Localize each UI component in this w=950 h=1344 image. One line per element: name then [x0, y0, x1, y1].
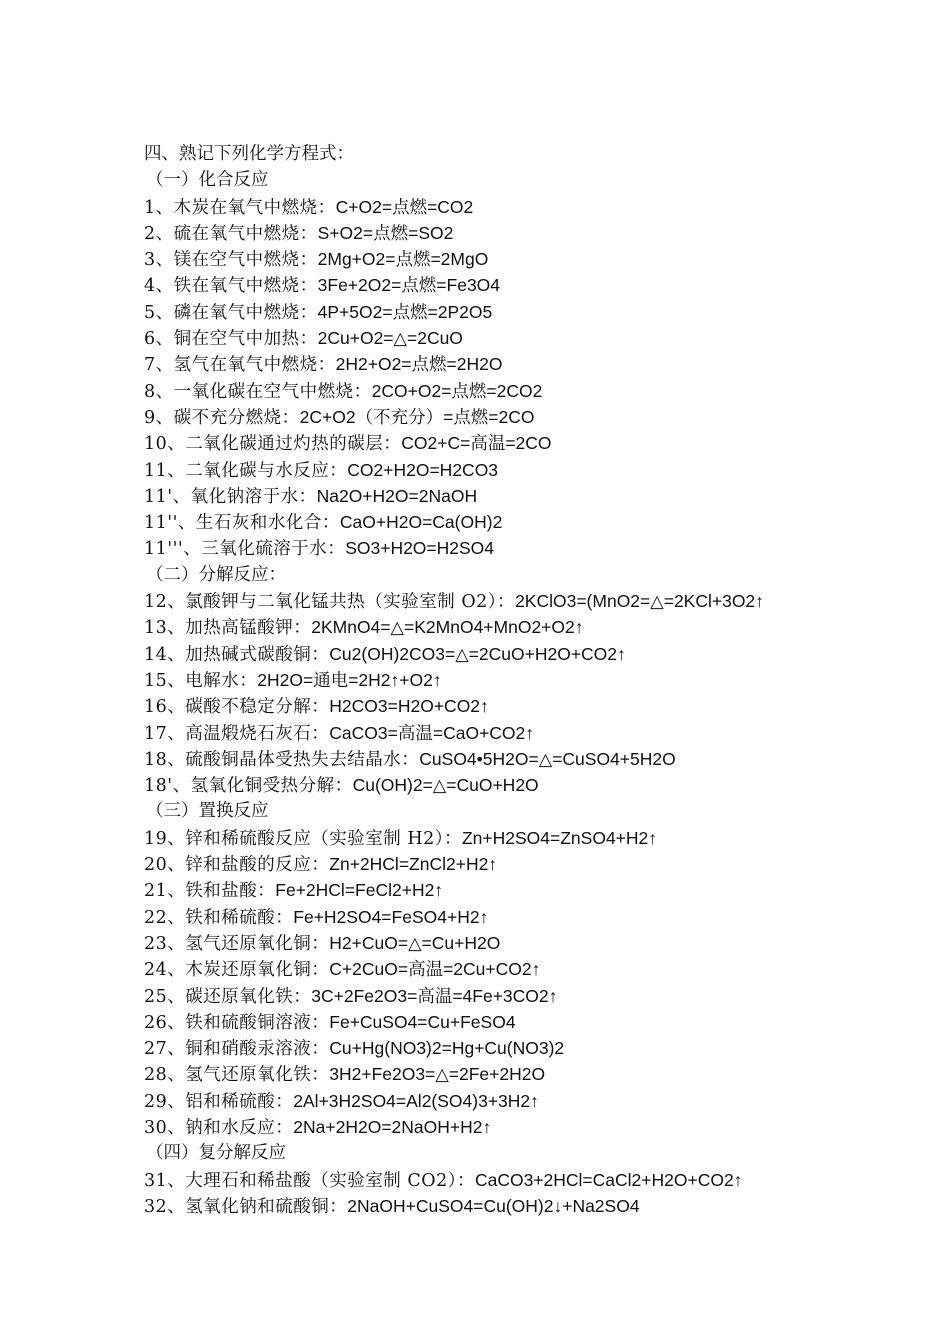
- chemical-equation: CaO+H2O=Ca(OH)2: [339, 512, 503, 533]
- reaction-label: 14、加热碱式碳酸铜：: [144, 644, 330, 665]
- reaction-label: 1、木炭在氧气中燃烧：: [144, 197, 336, 218]
- chemical-equation: CaCO3=高温=CaO+CO2↑: [329, 722, 535, 743]
- reaction-label: 18'、氢氧化铜受热分解：: [144, 776, 353, 797]
- reaction-label: 11'、氧化钠溶于水：: [144, 486, 317, 507]
- reaction-label: 22、铁和稀硫酸：: [144, 907, 294, 928]
- reaction-label: 10、二氧化碳通过灼热的碳层：: [144, 434, 402, 455]
- reaction-label: 16、碳酸不稳定分解：: [144, 697, 330, 718]
- equation-line: [144, 1088, 934, 1114]
- reaction-label: 2、硫在氧气中燃烧：: [144, 223, 318, 244]
- reaction-label: 5、磷在氧气中燃烧：: [144, 302, 318, 323]
- chemical-equation: Cu+Hg(NO3)2=Hg+Cu(NO3)2: [329, 1038, 565, 1059]
- equation-line: [144, 772, 934, 798]
- equation-line: [144, 641, 934, 667]
- equation-line: [144, 693, 934, 719]
- equation-line: [144, 1114, 934, 1140]
- reaction-label: 26、铁和硫酸铜溶液：: [144, 1012, 330, 1033]
- chemical-equation: 2KMnO4=△=K2MnO4+MnO2+O2↑: [311, 617, 584, 638]
- chemical-equation: CO2+C=高温=2CO: [401, 433, 552, 454]
- equation-line: [144, 1009, 934, 1035]
- chemical-equation: 2Cu+O2=△=2CuO: [317, 328, 463, 349]
- equation-line: [144, 246, 934, 272]
- reaction-label: 25、碳还原氧化铁：: [144, 986, 312, 1007]
- chemical-equation: Fe+H2SO4=FeSO4+H2↑: [293, 906, 489, 927]
- equation-line: [144, 851, 934, 877]
- reaction-label: 29、铝和稀硫酸：: [144, 1091, 294, 1112]
- equation-line: [144, 983, 934, 1009]
- reaction-label: 23、氢气还原氧化铜：: [144, 933, 330, 954]
- chemical-equation: 2H2O=通电=2H2↑+O2↑: [257, 669, 442, 690]
- reaction-label: 17、高温煅烧石灰石：: [144, 723, 330, 744]
- chemical-equation: 3H2+Fe2O3=△=2Fe+2H2O: [329, 1064, 546, 1085]
- chemical-equation: 2CO+O2=点燃=2CO2: [371, 380, 543, 401]
- reaction-label: 28、氢气还原氧化铁：: [144, 1065, 330, 1086]
- reaction-label: 15、电解水：: [144, 670, 258, 691]
- equation-line: [144, 930, 934, 956]
- equation-line: [144, 378, 934, 404]
- equation-line: [144, 404, 934, 430]
- equation-line: [144, 325, 934, 351]
- equation-line: [144, 299, 934, 325]
- chemical-equation: C+O2=点燃=CO2: [335, 196, 474, 217]
- chemical-equation: Cu2(OH)2CO3=△=2CuO+H2O+CO2↑: [329, 643, 626, 664]
- equation-line: [144, 877, 934, 903]
- equation-line: [144, 483, 934, 509]
- reaction-label: 27、铜和硝酸汞溶液：: [144, 1039, 330, 1060]
- chemical-equation: 2Al+3H2SO4=Al2(SO4)3+3H2↑: [293, 1090, 539, 1111]
- reaction-label: 4、铁在氧气中燃烧：: [144, 276, 318, 297]
- section-heading: （二）分解反应：: [146, 564, 286, 585]
- equation-line: [144, 535, 934, 561]
- reaction-label: 7、氢气在氧气中燃烧：: [144, 355, 336, 376]
- reaction-label: 13、加热高锰酸钾：: [144, 618, 312, 639]
- reaction-label: 19、锌和稀硫酸反应（实验室制 H2）：: [144, 828, 462, 849]
- reaction-label: 30、钠和水反应：: [144, 1117, 294, 1138]
- chemical-equation: Cu(OH)2=△=CuO+H2O: [352, 775, 539, 796]
- equation-line: [144, 588, 934, 614]
- equation-line: [144, 509, 934, 535]
- equation-line: [144, 430, 934, 456]
- reaction-label: 12、氯酸钾与二氧化锰共热（实验室制 O2）：: [144, 592, 516, 613]
- chemical-equation: CaCO3+2HCl=CaCl2+H2O+CO2↑: [474, 1169, 743, 1190]
- chemical-equation: 4P+5O2=点燃=2P2O5: [317, 301, 493, 322]
- chemical-equation: 2Mg+O2=点燃=2MgO: [317, 249, 489, 270]
- equation-line: [144, 1167, 934, 1193]
- equation-line: [144, 746, 934, 772]
- chemical-equation: 3Fe+2O2=点燃=Fe3O4: [317, 275, 501, 296]
- chemical-equation: 2Na+2H2O=2NaOH+H2↑: [293, 1116, 492, 1137]
- document-heading: 四、熟记下列化学方程式：: [144, 144, 354, 164]
- chemical-equation: SO3+H2O=H2SO4: [345, 538, 495, 559]
- equation-line: [144, 1035, 934, 1061]
- section-heading: （一）化合反应: [146, 170, 269, 191]
- chemical-equation: H2CO3=H2O+CO2↑: [329, 696, 489, 717]
- equation-line: [144, 614, 934, 640]
- chemical-equation: C+2CuO=高温=2Cu+CO2↑: [329, 959, 541, 980]
- chemical-equation: 3C+2Fe2O3=高温=4Fe+3CO2↑: [311, 985, 558, 1006]
- equation-line: [144, 194, 934, 220]
- chemical-equation: Zn+H2SO4=ZnSO4+H2↑: [461, 827, 658, 848]
- chemical-equation: S+O2=点燃=SO2: [317, 222, 454, 243]
- reaction-label: 11''、生石灰和水化合：: [144, 513, 340, 534]
- chemical-equation: 2C+O2（不充分）=点燃=2CO: [299, 406, 535, 427]
- equation-line: [144, 825, 934, 851]
- equation-line: [144, 667, 934, 693]
- chemical-equation: Fe+2HCl=FeCl2+H2↑: [275, 880, 444, 901]
- chemical-equation: CuSO4•5H2O=△=CuSO4+5H2O: [419, 748, 676, 769]
- section-heading: （四）复分解反应: [146, 1143, 286, 1164]
- chemical-equation: Fe+CuSO4=Cu+FeSO4: [329, 1011, 516, 1032]
- reaction-label: 31、大理石和稀盐酸（实验室制 CO2）：: [144, 1170, 475, 1191]
- reaction-label: 20、锌和盐酸的反应：: [144, 855, 330, 876]
- chemical-equation: Na2O+H2O=2NaOH: [316, 485, 478, 506]
- equation-line: [144, 220, 934, 246]
- reaction-label: 11、二氧化碳与水反应：: [144, 460, 348, 481]
- reaction-label: 6、铜在空气中加热：: [144, 329, 318, 350]
- reaction-label: 8、一氧化碳在空气中燃烧：: [144, 381, 372, 402]
- reaction-label: 21、铁和盐酸：: [144, 881, 276, 902]
- reaction-label: 3、镁在空气中燃烧：: [144, 250, 318, 271]
- chemical-equation: 2H2+O2=点燃=2H2O: [335, 354, 503, 375]
- equation-line: [144, 272, 934, 298]
- chemical-equation: Zn+2HCl=ZnCl2+H2↑: [329, 854, 498, 875]
- chemical-equation: CO2+H2O=H2CO3: [347, 459, 499, 480]
- equation-line: [144, 1061, 934, 1087]
- equation-line: [144, 1193, 934, 1219]
- reaction-label: 9、碳不充分燃烧：: [144, 407, 300, 428]
- chemical-equation: 2NaOH+CuSO4=Cu(OH)2↓+Na2SO4: [347, 1195, 640, 1216]
- section-heading: （三）置换反应: [146, 801, 269, 822]
- equation-line: [144, 351, 934, 377]
- equation-line: [144, 956, 934, 982]
- reaction-label: 11'''、三氧化硫溶于水：: [144, 539, 346, 560]
- chemical-equation: 2KClO3=(MnO2=△=2KCl+3O2↑: [515, 591, 764, 612]
- reaction-label: 18、硫酸铜晶体受热失去结晶水：: [144, 749, 420, 770]
- equation-line: [144, 457, 934, 483]
- equation-list: [144, 141, 934, 1219]
- reaction-label: 24、木炭还原氧化铜：: [144, 960, 330, 981]
- equation-line: [144, 904, 934, 930]
- chemical-equation: H2+CuO=△=Cu+H2O: [329, 932, 501, 953]
- equation-line: [144, 720, 934, 746]
- reaction-label: 32、氢氧化钠和硫酸铜：: [144, 1196, 348, 1217]
